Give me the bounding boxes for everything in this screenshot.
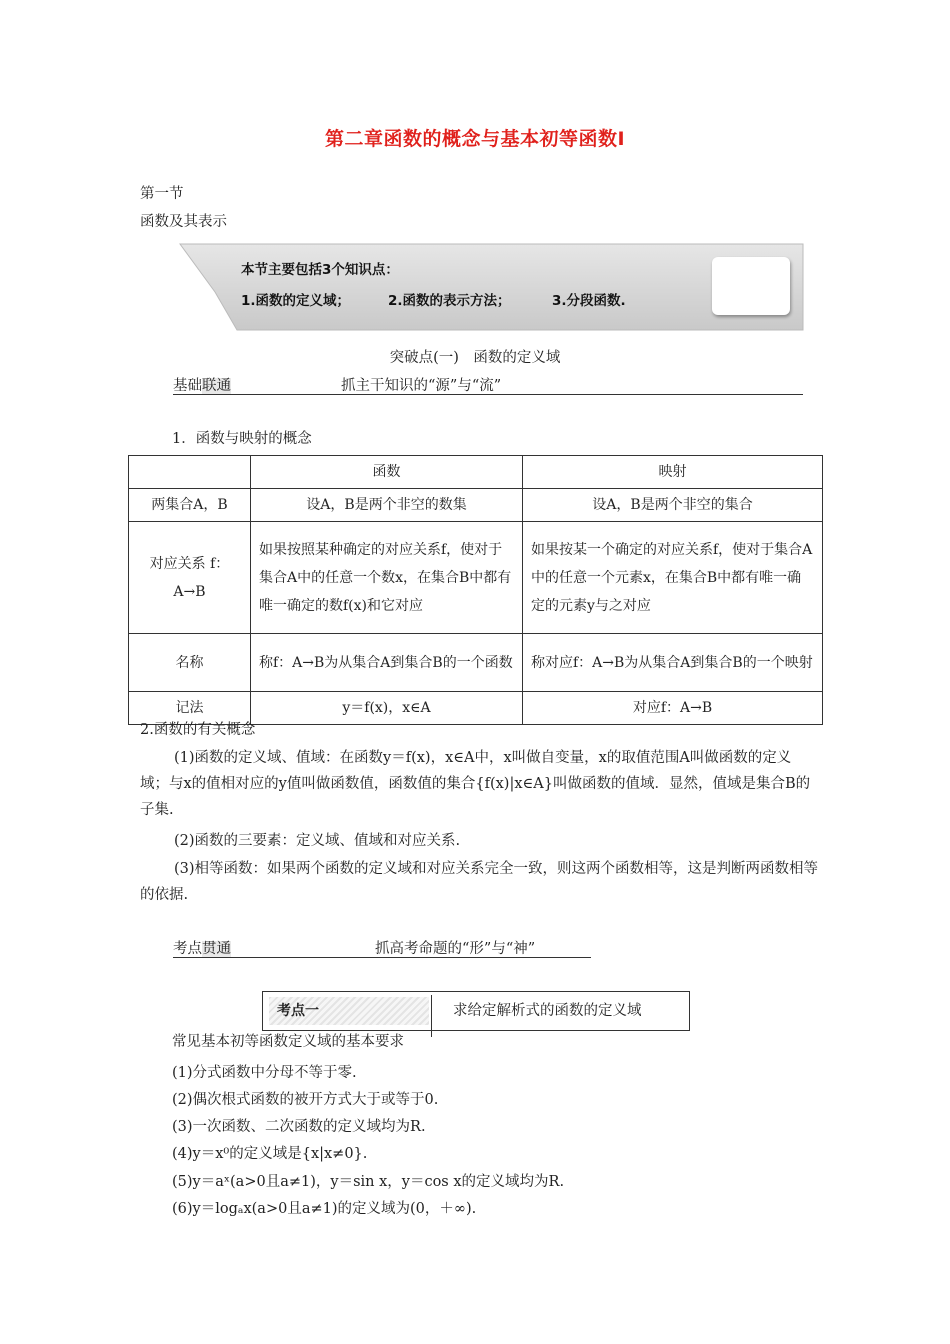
concept1-title: 1．函数与映射的概念 [172,431,312,447]
requirement-item: (5)y＝aˣ(a>0且a≠1)，y＝sin x，y＝cos x的定义域均为R. [172,1174,565,1190]
requirement-item: (1)分式函数中分母不等于零. [172,1065,357,1081]
table-cell: 两集合A，B [129,489,251,522]
table-cell: 如果按照某种确定的对应关系f，使对于集合A中的任意一个数x，在集合B中都有唯一确定的数f(x)和它对应 [251,522,523,634]
banner-image-box [712,257,790,315]
kaodian-divider [431,995,432,1037]
table-cell: 设A，B是两个非空的集合 [523,489,823,522]
requirements-intro: 常见基本初等函数定义域的基本要求 [172,1034,404,1050]
banner-point-1: 1.函数的定义域； [241,293,351,309]
basics-heading [173,374,803,395]
banner-point-3: 3.分段函数. [552,293,626,309]
requirement-item: (2)偶次根式函数的被开方式大于或等于0. [172,1092,439,1108]
knowledge-banner [175,242,805,332]
table-row [129,522,823,634]
requirement-item: (6)y＝logₐx(a>0且a≠1)的定义域为(0，＋∞). [172,1201,477,1217]
section-number: 第一节 [140,186,184,202]
concept2-p3: (3)相等函数：如果两个函数的定义域和对应关系完全一致，则这两个函数相等，这是判断两函数相等的依据. [140,861,819,903]
page-title: 第二章函数的概念与基本初等函数Ⅰ [324,128,626,150]
section-subtitle: 函数及其表示 [140,214,227,230]
table-cell: 名称 [129,634,251,692]
table-cell: 如果按某一个确定的对应关系f，使对于集合A中的任意一个元素x，在集合B中都有唯一确定的元素y与之对应 [523,522,823,634]
exam-tagline: 抓高考命题的“形”与“神” [375,941,536,957]
basics-tagline: 抓主干知识的“源”与“流” [341,378,502,394]
kaodian-box [262,991,690,1031]
table-row [129,489,823,522]
table-header-cell: 映射 [523,456,823,489]
table-cell: 设A，B是两个非空的数集 [251,489,523,522]
concept2-title: 2.函数的有关概念 [140,722,256,738]
basics-label-a: 基础 [173,378,202,394]
table-cell: 称f：A→B为从集合A到集合B的一个函数 [251,634,523,692]
basics-label-b: 联通 [202,378,231,394]
table-header-cell [129,456,251,489]
banner-point-2: 2.函数的表示方法； [388,293,511,309]
table-cell: y＝f(x)，x∈A [251,692,523,725]
table-row [129,456,823,489]
exam-label-b: 贯通 [202,941,231,957]
requirement-item: (4)y＝x⁰的定义域是{x|x≠0}. [172,1146,368,1162]
kaodian-title: 求给定解析式的函数的定义域 [453,1003,642,1019]
table-cell: 对应关系 f：A→B [129,522,251,634]
table-cell: 对应f：A→B [523,692,823,725]
banner-intro: 本节主要包括3个知识点： [241,262,399,278]
breakthrough-title: 突破点(一) 函数的定义域 [389,350,561,366]
table-cell: 称对应f：A→B为从集合A到集合B的一个映射 [523,634,823,692]
concept2-p1: (1)函数的定义域、值域：在函数y＝f(x)，x∈A中，x叫做自变量，x的取值范围A叫做函数的定义域；与x的值相对应的y值叫做函数值，函数值的集合{f(x)|x∈A}叫做函数的值域．显然，值域是集合B的子集. [140,750,811,818]
table-row [129,634,823,692]
exam-label-a: 考点 [173,941,202,957]
requirement-item: (3)一次函数、二次函数的定义域均为R. [172,1119,426,1135]
table-cell: 记法 [129,692,251,725]
exam-heading [173,937,591,958]
table-header-cell: 函数 [251,456,523,489]
function-mapping-table [128,455,823,725]
kaodian-label: 考点一 [269,997,429,1025]
concept2-p2: (2)函数的三要素：定义域、值域和对应关系. [174,833,461,849]
